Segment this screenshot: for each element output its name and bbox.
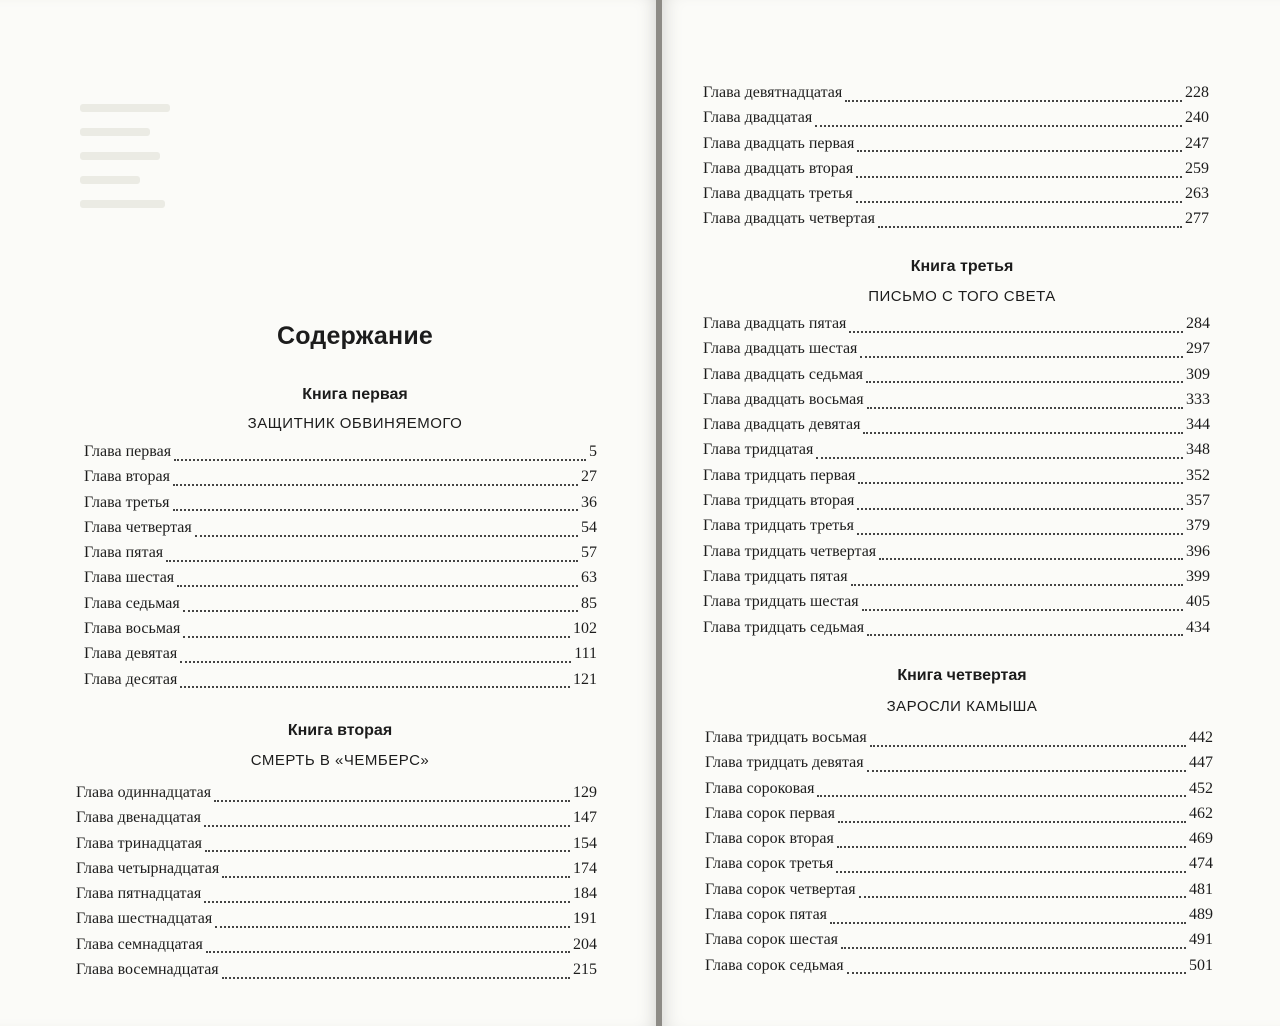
chapter-title: Глава шестнадцатая [76, 910, 213, 928]
dot-leader [214, 800, 570, 802]
dot-leader [222, 977, 570, 979]
page-number: 121 [573, 670, 597, 688]
book-2-chapter-list-right [703, 84, 1209, 236]
dot-leader [183, 636, 570, 638]
dot-leader [841, 947, 1186, 949]
dot-leader [847, 972, 1186, 974]
page-number: 27 [581, 468, 597, 486]
dot-leader [858, 482, 1183, 484]
dot-leader [204, 825, 570, 827]
toc-entry[interactable] [703, 568, 1210, 593]
toc-entry[interactable] [76, 961, 597, 986]
chapter-title: Глава сорок шестая [705, 931, 839, 949]
dot-leader [166, 560, 578, 562]
chapter-title: Глава девятнадцатая [703, 84, 843, 101]
toc-entry[interactable] [705, 881, 1213, 906]
chapter-title: Глава тридцать четвертая [703, 542, 877, 560]
page-number: 57 [581, 544, 597, 562]
dot-leader [860, 356, 1183, 358]
dot-leader [856, 176, 1182, 178]
page-number: 344 [1186, 416, 1210, 434]
chapter-title: Глава тридцать пятая [703, 567, 848, 585]
toc-entry[interactable] [705, 906, 1213, 931]
show-through-text [80, 176, 140, 184]
page-number: 277 [1185, 210, 1209, 228]
page-number: 154 [573, 834, 597, 852]
toc-entry[interactable] [705, 754, 1213, 779]
toc-entry[interactable] [705, 729, 1213, 754]
page-number: 5 [589, 443, 597, 460]
toc-entry[interactable] [703, 619, 1210, 644]
dot-leader [836, 871, 1186, 873]
book-2-heading: Книга вторая [287, 722, 393, 739]
toc-entry[interactable] [705, 957, 1213, 982]
chapter-title: Глава тридцать третья [703, 517, 854, 535]
chapter-title: Глава двадцать пятая [703, 315, 847, 332]
dot-leader [816, 457, 1183, 459]
toc-entry[interactable] [703, 492, 1210, 517]
page-number: 263 [1185, 185, 1209, 203]
dot-leader [205, 850, 570, 852]
toc-entry[interactable] [705, 780, 1213, 805]
toc-entry[interactable] [703, 441, 1210, 466]
book-4-chapter-list [705, 729, 1213, 982]
page-number: 259 [1185, 159, 1209, 177]
chapter-title: Глава тридцать вторая [703, 492, 855, 510]
toc-entry[interactable] [705, 931, 1213, 956]
toc-entry[interactable] [84, 645, 597, 670]
toc-entry[interactable] [703, 543, 1210, 568]
chapter-title: Глава вторая [84, 468, 170, 486]
chapter-title: Глава сорок первая [705, 804, 835, 822]
page-number: 462 [1189, 804, 1213, 822]
toc-entry[interactable] [84, 443, 597, 468]
dot-leader [174, 459, 586, 461]
chapter-title: Глава восьмая [84, 620, 181, 638]
page-number: 297 [1186, 340, 1210, 358]
show-through-text [80, 200, 165, 208]
toc-entry[interactable] [703, 517, 1210, 542]
chapter-title: Глава двадцать вторая [703, 159, 854, 177]
show-through-text [80, 128, 150, 136]
chapter-title: Глава семнадцатая [76, 935, 203, 953]
toc-entry[interactable] [84, 544, 597, 569]
chapter-title: Глава тридцать восьмая [705, 729, 867, 746]
toc-entry[interactable] [703, 84, 1209, 109]
dot-leader [867, 770, 1186, 772]
dot-leader [867, 407, 1183, 409]
chapter-title: Глава сорок третья [705, 855, 834, 873]
book-3-subtitle: ПИСЬМО С ТОГО СВЕТА [868, 288, 1056, 305]
toc-entry[interactable] [705, 855, 1213, 880]
chapter-title: Глава сорок четвертая [705, 880, 856, 898]
page-number: 215 [573, 961, 597, 979]
dot-leader [173, 509, 578, 511]
dot-leader [838, 821, 1186, 823]
chapter-title: Глава первая [84, 443, 172, 460]
dot-leader [180, 686, 570, 688]
page-number: 489 [1189, 906, 1213, 924]
contents-title: Содержание [276, 322, 434, 350]
page-number: 63 [581, 569, 597, 587]
toc-entry[interactable] [703, 467, 1210, 492]
page-number: 442 [1189, 729, 1213, 746]
page-number: 247 [1185, 134, 1209, 152]
book-2-chapter-list-left [76, 784, 597, 986]
page-number: 191 [573, 910, 597, 928]
toc-entry[interactable] [76, 860, 597, 885]
page-number: 379 [1186, 517, 1210, 535]
chapter-title: Глава двадцатая [703, 109, 813, 127]
book-1-heading: Книга первая [302, 386, 408, 403]
page-number: 129 [573, 784, 597, 801]
chapter-title: Глава двадцать первая [703, 134, 855, 152]
dot-leader [195, 535, 578, 537]
page-number: 481 [1189, 880, 1213, 898]
page-number: 184 [573, 885, 597, 903]
toc-entry[interactable] [703, 416, 1210, 441]
chapter-title: Глава сорок пятая [705, 906, 828, 924]
toc-entry[interactable] [703, 185, 1209, 210]
dot-leader [857, 533, 1183, 535]
page-number: 405 [1186, 593, 1210, 611]
dot-leader [849, 331, 1183, 333]
book-4-heading: Книга четвертая [897, 667, 1027, 684]
dot-leader [204, 901, 570, 903]
toc-entry[interactable] [705, 805, 1213, 830]
toc-entry[interactable] [703, 160, 1209, 185]
chapter-title: Глава третья [84, 493, 170, 511]
toc-entry[interactable] [703, 391, 1210, 416]
dot-leader [830, 922, 1186, 924]
page-number: 474 [1189, 855, 1213, 873]
show-through-text [80, 104, 170, 112]
chapter-title: Глава девятая [84, 645, 178, 663]
book-1-subtitle: ЗАЩИТНИК ОБВИНЯЕМОГО [247, 415, 463, 432]
dot-leader [867, 634, 1183, 636]
chapter-title: Глава двадцать девятая [703, 416, 861, 434]
page-number: 309 [1186, 365, 1210, 383]
chapter-title: Глава сорок седьмая [705, 956, 844, 974]
chapter-title: Глава четвертая [84, 518, 192, 536]
dot-leader [183, 610, 578, 612]
page-number: 147 [573, 809, 597, 827]
book-2-subtitle: СМЕРТЬ В «ЧЕМБЕРС» [250, 752, 430, 769]
chapter-title: Глава тринадцатая [76, 834, 203, 852]
chapter-title: Глава двадцать третья [703, 185, 853, 203]
page-number: 85 [581, 594, 597, 612]
dot-leader [851, 584, 1183, 586]
page-number: 111 [574, 645, 597, 663]
chapter-title: Глава сорок вторая [705, 830, 834, 848]
chapter-title: Глава сороковая [705, 779, 815, 797]
toc-entry[interactable] [84, 671, 597, 696]
page-number: 284 [1186, 315, 1210, 332]
chapter-title: Глава тридцать девятая [705, 754, 864, 772]
toc-entry[interactable] [76, 936, 597, 961]
dot-leader [845, 100, 1182, 102]
toc-entry[interactable] [76, 910, 597, 935]
toc-entry[interactable] [703, 315, 1210, 340]
chapter-title: Глава пятая [84, 544, 164, 562]
chapter-title: Глава тридцать шестая [703, 593, 859, 611]
dot-leader [222, 876, 570, 878]
toc-entry[interactable] [84, 468, 597, 493]
toc-entry[interactable] [76, 784, 597, 809]
dot-leader [859, 896, 1186, 898]
page-number: 491 [1189, 931, 1213, 949]
toc-entry[interactable] [84, 620, 597, 645]
page-number: 434 [1186, 618, 1210, 636]
toc-entry[interactable] [84, 494, 597, 519]
show-through-text [80, 152, 160, 160]
dot-leader [837, 846, 1186, 848]
dot-leader [863, 432, 1183, 434]
page-number: 240 [1185, 109, 1209, 127]
chapter-title: Глава двадцать четвертая [703, 210, 875, 228]
dot-leader [857, 150, 1182, 152]
dot-leader [180, 661, 571, 663]
toc-entry[interactable] [703, 366, 1210, 391]
chapter-title: Глава восемнадцатая [76, 961, 219, 979]
chapter-title: Глава десятая [84, 670, 178, 688]
page-number: 452 [1189, 779, 1213, 797]
dot-leader [866, 381, 1183, 383]
page-number: 174 [573, 859, 597, 877]
book-3-chapter-list [703, 315, 1210, 644]
book-1-chapter-list [84, 443, 597, 696]
chapter-title: Глава двадцать шестая [703, 340, 858, 358]
chapter-title: Глава четырнадцатая [76, 859, 220, 877]
toc-entry[interactable] [76, 885, 597, 910]
toc-entry[interactable] [76, 809, 597, 834]
toc-entry[interactable] [84, 569, 597, 594]
dot-leader [206, 951, 570, 953]
chapter-title: Глава тридцатая [703, 441, 814, 459]
chapter-title: Глава двадцать восьмая [703, 390, 864, 408]
dot-leader [857, 508, 1183, 510]
page-number: 204 [573, 935, 597, 953]
toc-entry[interactable] [76, 835, 597, 860]
book-3-heading: Книга третья [910, 258, 1014, 275]
chapter-title: Глава тридцать первая [703, 466, 856, 484]
dot-leader [215, 926, 570, 928]
right-page [662, 0, 1280, 1026]
toc-entry[interactable] [703, 593, 1210, 618]
toc-entry[interactable] [703, 210, 1209, 235]
chapter-title: Глава двадцать седьмая [703, 365, 863, 383]
page-number: 399 [1186, 567, 1210, 585]
dot-leader [815, 125, 1182, 127]
chapter-title: Глава тридцать седьмая [703, 618, 865, 636]
page-number: 348 [1186, 441, 1210, 459]
page-number: 36 [581, 493, 597, 511]
page-number: 333 [1186, 390, 1210, 408]
page-number: 501 [1189, 956, 1213, 974]
chapter-title: Глава двенадцатая [76, 809, 201, 827]
toc-entry[interactable] [703, 340, 1210, 365]
page-number: 357 [1186, 492, 1210, 510]
chapter-title: Глава пятнадцатая [76, 885, 202, 903]
dot-leader [856, 201, 1182, 203]
dot-leader [878, 226, 1182, 228]
toc-entry[interactable] [703, 135, 1209, 160]
toc-entry[interactable] [84, 519, 597, 544]
page-number: 102 [573, 620, 597, 638]
chapter-title: Глава седьмая [84, 594, 180, 612]
page-number: 469 [1189, 830, 1213, 848]
chapter-title: Глава одиннадцатая [76, 784, 212, 801]
book-4-subtitle: ЗАРОСЛИ КАМЫША [886, 698, 1038, 715]
toc-entry[interactable] [705, 830, 1213, 855]
toc-entry[interactable] [703, 109, 1209, 134]
page-number: 447 [1189, 754, 1213, 772]
toc-entry[interactable] [84, 595, 597, 620]
dot-leader [173, 484, 578, 486]
dot-leader [177, 585, 578, 587]
dot-leader [870, 745, 1186, 747]
page-number: 228 [1185, 84, 1209, 101]
dot-leader [817, 795, 1186, 797]
page-number: 352 [1186, 466, 1210, 484]
page-number: 396 [1186, 542, 1210, 560]
dot-leader [879, 558, 1183, 560]
dot-leader [862, 609, 1183, 611]
page-number: 54 [581, 518, 597, 536]
chapter-title: Глава шестая [84, 569, 175, 587]
